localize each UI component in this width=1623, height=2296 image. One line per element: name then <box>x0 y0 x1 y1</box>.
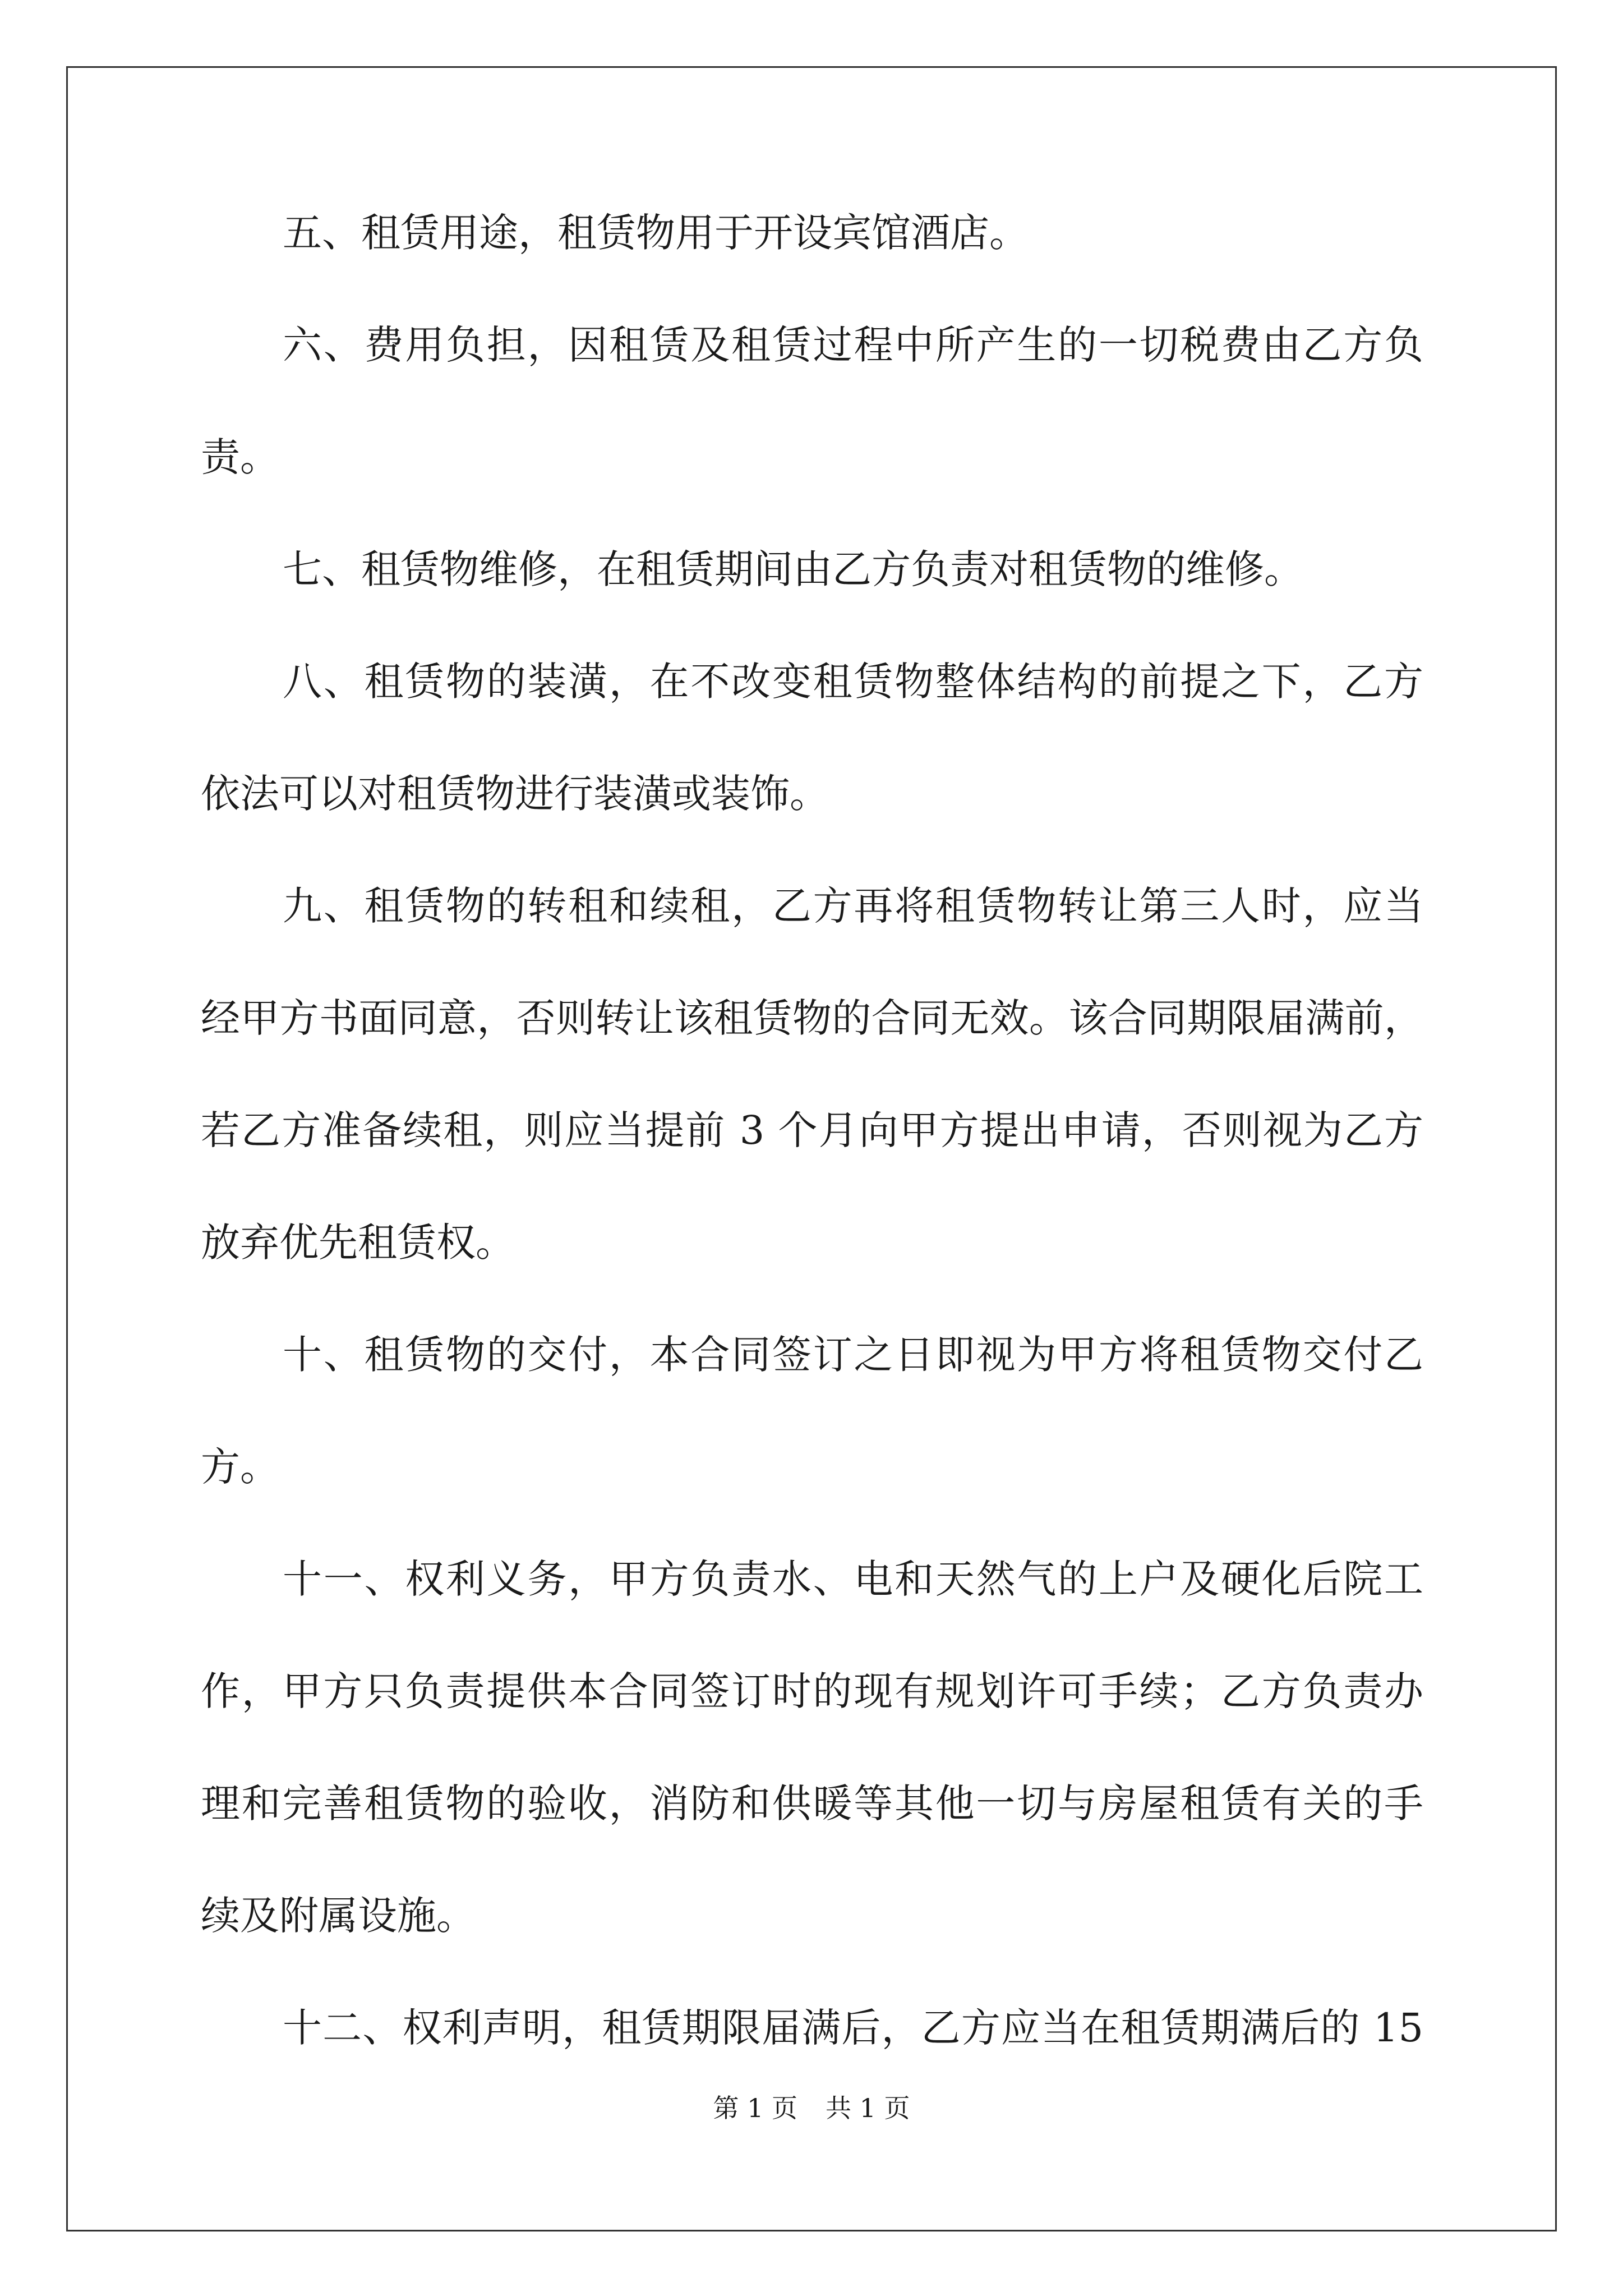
paragraph-line: 五、租赁用途，租赁物用于开设宾馆酒店。 <box>283 210 1029 256</box>
paragraph-line: 续及附属设施。 <box>201 1893 476 1939</box>
paragraph-line: 六、费用负担，因租赁及租赁过程中所产生的一切税费由乙方负 <box>283 322 1423 368</box>
paragraph-line: 十、租赁物的交付，本合同签订之日即视为甲方将租赁物交付乙 <box>283 1332 1423 1378</box>
paragraph-line: 若乙方准备续租，则应当提前 3 个月向甲方提出申请，否则视为乙方 <box>201 1107 1423 1153</box>
paragraph-line: 理和完善租赁物的验收，消防和供暖等其他一切与房屋租赁有关的手 <box>201 1780 1423 1826</box>
paragraph-line: 八、租赁物的装潢，在不改变租赁物整体结构的前提之下，乙方 <box>283 659 1423 705</box>
paragraph-line: 十二、权利声明，租赁期限届满后，乙方应当在租赁期满后的 15 <box>283 2005 1423 2051</box>
paragraph-line: 放弃优先租赁权。 <box>201 1220 515 1266</box>
page-footer <box>0 2091 1623 2125</box>
paragraph-line: 十一、权利义务，甲方负责水、电和天然气的上户及硬化后院工 <box>283 1556 1423 1602</box>
paragraph-line: 九、租赁物的转租和续租，乙方再将租赁物转让第三人时，应当 <box>283 883 1423 929</box>
paragraph-line: 方。 <box>201 1444 279 1490</box>
paragraph-line: 七、租赁物维修，在租赁期间由乙方负责对租赁物的维修。 <box>283 546 1303 592</box>
paragraph-line: 作，甲方只负责提供本合同签订时的现有规划许可手续；乙方负责办 <box>201 1668 1423 1714</box>
paragraph-line: 经甲方书面同意，否则转让该租赁物的合同无效。该合同期限届满前， <box>201 995 1423 1041</box>
paragraph-line: 责。 <box>201 434 279 480</box>
page-number: 第 1 页 <box>713 2093 797 2123</box>
paragraph-line: 依法可以对租赁物进行装潢或装饰。 <box>201 771 829 817</box>
page-total: 共 1 页 <box>826 2093 910 2123</box>
